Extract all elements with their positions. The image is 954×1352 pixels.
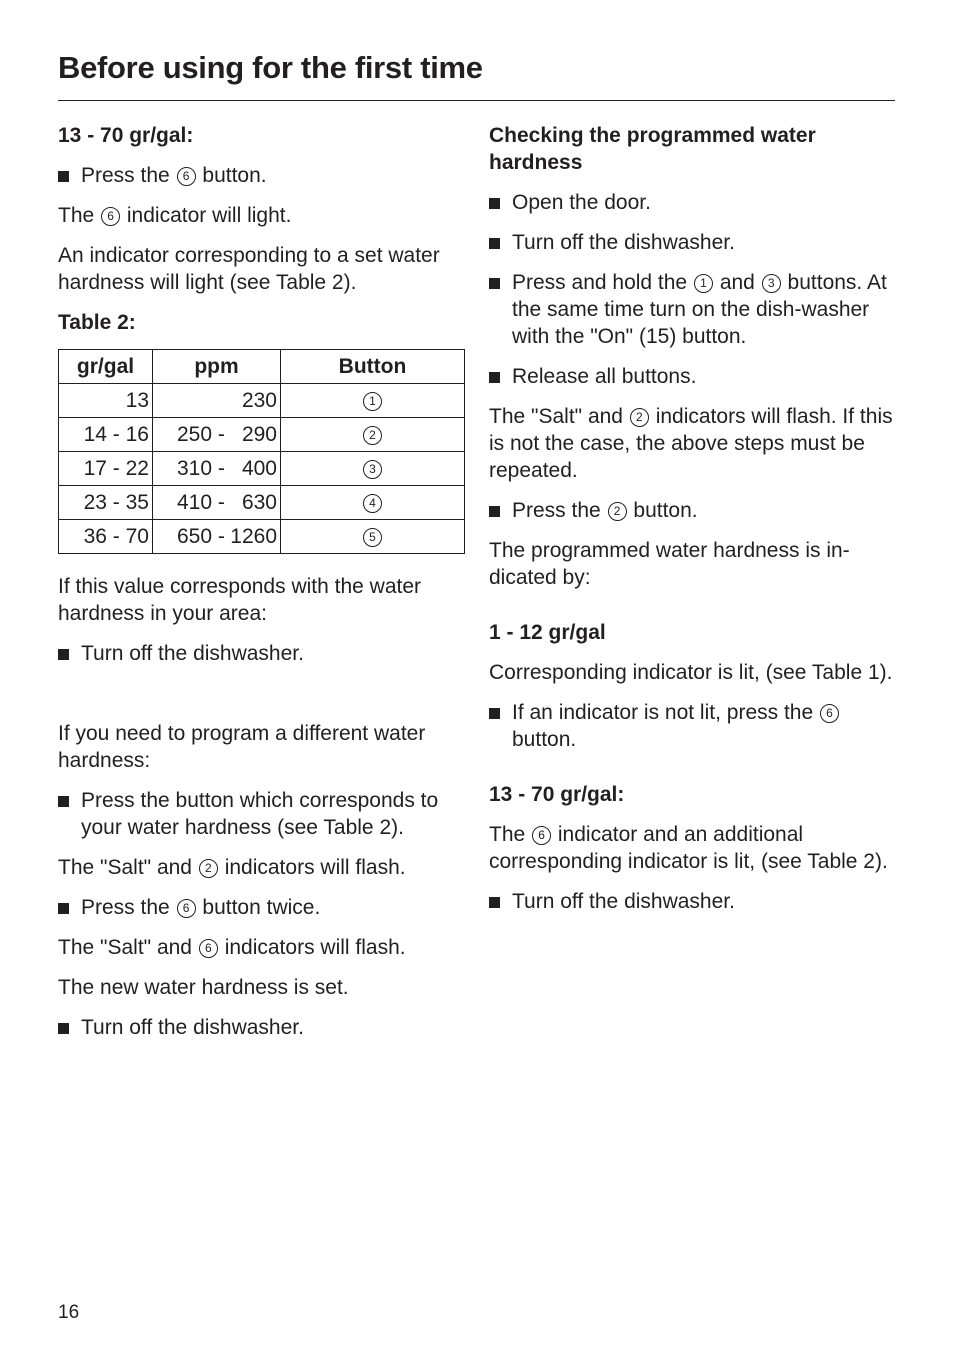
indicator-note: The 6 indicator and an additional corresponding indicator is lit, (see Table 2). bbox=[489, 823, 888, 873]
paragraph: Corresponding indicator is lit, (see Table 1). bbox=[489, 661, 893, 684]
indicator-6-icon: 6 bbox=[199, 939, 218, 958]
button-1-icon: 1 bbox=[363, 392, 382, 411]
cell-ppm: 230 bbox=[153, 384, 281, 418]
instruction-turn-off: Turn off the dishwasher. bbox=[489, 229, 899, 256]
table-row bbox=[59, 520, 465, 554]
cell-button bbox=[281, 384, 465, 418]
indicator-2-icon: 2 bbox=[199, 859, 218, 878]
table-row bbox=[59, 452, 465, 486]
instruction-open-door: Open the door. bbox=[489, 189, 899, 216]
cell-grgal: 14 - 16 bbox=[59, 418, 153, 452]
cell-button bbox=[281, 486, 465, 520]
indicator-6-icon: 6 bbox=[532, 826, 551, 845]
indicator-2-icon: 2 bbox=[630, 408, 649, 427]
cell-button bbox=[281, 418, 465, 452]
instruction-turn-off: Turn off the dishwasher. bbox=[58, 640, 468, 667]
indicator-6-icon: 6 bbox=[101, 207, 120, 226]
button-5-icon: 5 bbox=[363, 528, 382, 547]
salt-indicator-note: The "Salt" and 6 indicators will flash. bbox=[58, 936, 406, 959]
paragraph: If this value corresponds with the water hardness in your area: bbox=[58, 575, 422, 625]
header-ppm: ppm bbox=[153, 350, 281, 384]
instruction-press-and-hold: Press and hold the 1 and 3 buttons. At the same time turn on the dish-washer with the "On" (15) button. bbox=[489, 269, 899, 350]
section-heading: 1 - 12 gr/gal bbox=[489, 621, 606, 644]
cell-ppm: 650 - 1260 bbox=[153, 520, 281, 554]
water-hardness-table bbox=[58, 349, 465, 554]
cell-button bbox=[281, 520, 465, 554]
instruction-turn-off: Turn off the dishwasher. bbox=[58, 1014, 468, 1041]
cell-ppm: 310 - 400 bbox=[153, 452, 281, 486]
page-title: Before using for the first time bbox=[58, 50, 483, 85]
right-column bbox=[489, 122, 899, 928]
instruction-release-buttons: Release all buttons. bbox=[489, 363, 899, 390]
button-2-icon: 2 bbox=[363, 426, 382, 445]
cell-ppm: 410 - 630 bbox=[153, 486, 281, 520]
page-number: 16 bbox=[58, 1302, 80, 1323]
table-row bbox=[59, 418, 465, 452]
instruction-press-button-6-twice: Press the 6 button twice. bbox=[58, 894, 468, 921]
cell-button bbox=[281, 452, 465, 486]
paragraph: An indicator corresponding to a set water hardness will light (see Table 2). bbox=[58, 244, 440, 294]
instruction-press-button-6: Press the 6 button. bbox=[58, 162, 468, 189]
title-divider bbox=[58, 100, 895, 101]
button-1-icon: 1 bbox=[694, 274, 713, 293]
table-row bbox=[59, 486, 465, 520]
section-heading: 13 - 70 gr/gal: bbox=[58, 124, 194, 147]
instruction-turn-off: Turn off the dishwasher. bbox=[489, 888, 899, 915]
button-2-icon: 2 bbox=[608, 502, 627, 521]
paragraph: The new water hardness is set. bbox=[58, 976, 349, 999]
salt-indicator-note: The "Salt" and 2 indicators will flash. If this is not the case, the above steps must be repeated. bbox=[489, 405, 893, 482]
cell-grgal: 36 - 70 bbox=[59, 520, 153, 554]
button-6-icon: 6 bbox=[820, 704, 839, 723]
paragraph: The programmed water hardness is in-dicated by: bbox=[489, 539, 850, 589]
table-header-row bbox=[59, 350, 465, 384]
button-6-icon: 6 bbox=[177, 167, 196, 186]
cell-grgal: 17 - 22 bbox=[59, 452, 153, 486]
indicator-note: The 6 indicator will light. bbox=[58, 204, 292, 227]
header-grgal: gr/gal bbox=[59, 350, 153, 384]
table-row bbox=[59, 384, 465, 418]
instruction-press-hardness-button: Press the button which corresponds to your water hardness (see Table 2). bbox=[58, 787, 468, 841]
header-button: Button bbox=[281, 350, 465, 384]
table-label: Table 2: bbox=[58, 311, 136, 334]
section-heading: Checking the programmed water hardness bbox=[489, 124, 816, 174]
button-6-icon: 6 bbox=[177, 899, 196, 918]
cell-grgal: 23 - 35 bbox=[59, 486, 153, 520]
instruction-press-button-6: If an indicator is not lit, press the 6 button. bbox=[489, 699, 899, 753]
cell-grgal: 13 bbox=[59, 384, 153, 418]
instruction-press-button-2: Press the 2 button. bbox=[489, 497, 899, 524]
cell-ppm: 250 - 290 bbox=[153, 418, 281, 452]
paragraph: If you need to program a different water hardness: bbox=[58, 722, 426, 772]
section-heading: 13 - 70 gr/gal: bbox=[489, 783, 625, 806]
left-column bbox=[58, 122, 468, 1054]
salt-indicator-note: The "Salt" and 2 indicators will flash. bbox=[58, 856, 406, 879]
button-4-icon: 4 bbox=[363, 494, 382, 513]
button-3-icon: 3 bbox=[762, 274, 781, 293]
button-3-icon: 3 bbox=[363, 460, 382, 479]
